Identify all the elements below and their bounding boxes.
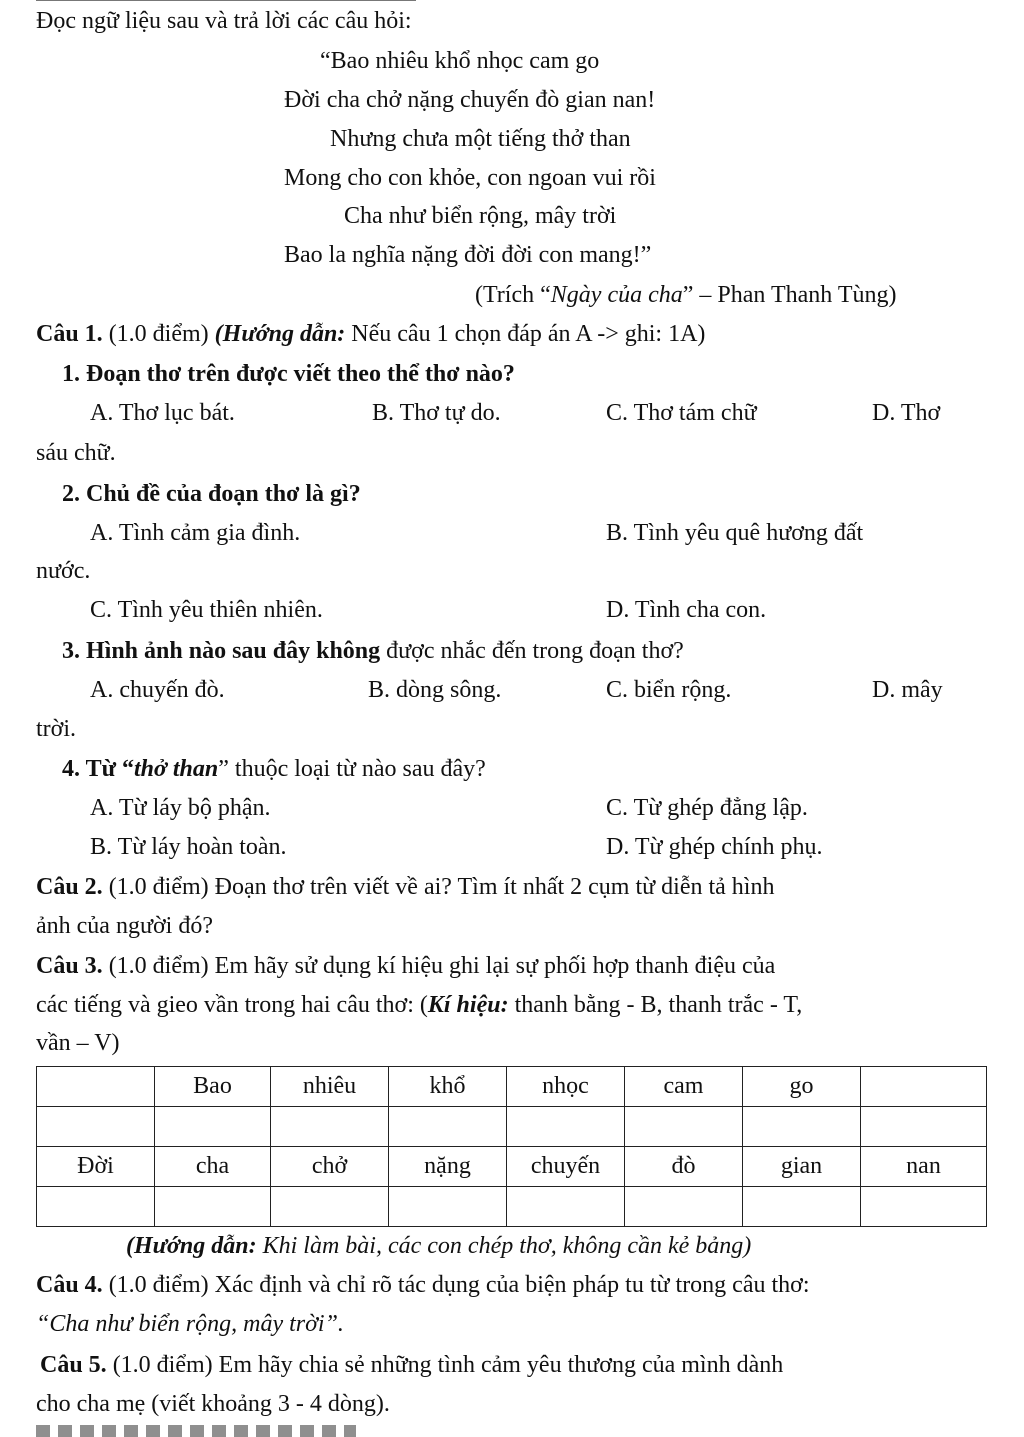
q3-question: 3. Hình ảnh nào sau đây không được nhắc đến trong đoạn thơ? — [62, 638, 684, 664]
poem-line: Cha như biển rộng, mây trời — [344, 203, 617, 229]
table-cell — [271, 1107, 389, 1147]
table-cell — [625, 1187, 743, 1227]
table-cell — [37, 1067, 155, 1107]
table-cell — [861, 1187, 987, 1227]
rhythm-table — [36, 1066, 987, 1227]
poem-line: Đời cha chở nặng chuyến đò gian nan! — [284, 87, 656, 113]
q2-option-a: A. Tình cảm gia đình. — [90, 520, 301, 546]
q1-option-d-wrap: sáu chữ. — [36, 440, 116, 466]
q1-question: 1. Đoạn thơ trên được viết theo thể thơ nào? — [62, 361, 515, 387]
table-cell: nặng — [389, 1147, 507, 1187]
q3-option-d: D. mây — [872, 677, 943, 703]
cau4-quote: “Cha như biển rộng, mây trời”. — [36, 1311, 344, 1337]
table-cell — [271, 1187, 389, 1227]
q2-option-d: D. Tình cha con. — [606, 597, 767, 623]
poem-line: Nhưng chưa một tiếng thở than — [330, 126, 631, 152]
cau2-line2: ảnh của người đó? — [36, 913, 213, 939]
q2-question: 2. Chủ đề của đoạn thơ là gì? — [62, 481, 361, 507]
cau2-heading: Câu 2. (1.0 điểm) Đoạn thơ trên viết về ai? Tìm ít nhất 2 cụm từ diễn tả hình — [36, 874, 775, 900]
table-cell: chở — [271, 1147, 389, 1187]
q3-option-c: C. biển rộng. — [606, 677, 732, 703]
q1-option-a: A. Thơ lục bát. — [90, 400, 235, 426]
poem-source: (Trích “Ngày của cha” – Phan Thanh Tùng) — [475, 282, 897, 308]
table-cell — [37, 1107, 155, 1147]
table-cell — [861, 1067, 987, 1107]
cau3-line3: vần – V) — [36, 1030, 120, 1056]
table-cell: go — [743, 1067, 861, 1107]
table-row — [37, 1107, 987, 1147]
poem-line: Bao la nghĩa nặng đời đời con mang!” — [284, 242, 652, 268]
table-cell: Bao — [155, 1067, 271, 1107]
table-cell — [389, 1187, 507, 1227]
table-cell: Đời — [37, 1147, 155, 1187]
poem-line: “Bao nhiêu khổ nhọc cam go — [320, 48, 600, 74]
cau3-heading: Câu 3. (1.0 điểm) Em hãy sử dụng kí hiệu ghi lại sự phối hợp thanh điệu của — [36, 953, 776, 979]
q1-option-c: C. Thơ tám chữ — [606, 400, 757, 426]
cau3-line2: các tiếng và gieo vần trong hai câu thơ: (Kí hiệu: thanh bằng - B, thanh trắc - T, — [36, 992, 803, 1018]
table-note: (Hướng dẫn: Khi làm bài, các con chép thơ, không cần kẻ bảng) — [126, 1233, 752, 1259]
q4-question: 4. Từ “thở than” thuộc loại từ nào sau đây? — [62, 756, 486, 782]
q3-option-a: A. chuyến đò. — [90, 677, 225, 703]
table-row — [37, 1147, 987, 1187]
table-cell — [155, 1107, 271, 1147]
q4-option-d: D. Từ ghép chính phụ. — [606, 834, 823, 860]
cau1-heading: Câu 1. (1.0 điểm) (Hướng dẫn: Nếu câu 1 chọn đáp án A -> ghi: 1A) — [36, 321, 706, 347]
cut-off-line — [36, 1425, 356, 1437]
table-cell — [861, 1107, 987, 1147]
table-cell — [155, 1187, 271, 1227]
q4-option-a: A. Từ láy bộ phận. — [90, 795, 271, 821]
top-divider — [36, 0, 416, 1]
q4-option-b: B. Từ láy hoàn toàn. — [90, 834, 287, 860]
q3-option-d-wrap: trời. — [36, 716, 77, 742]
table-cell — [743, 1107, 861, 1147]
table-cell — [37, 1187, 155, 1227]
table-cell: cam — [625, 1067, 743, 1107]
table-cell: khổ — [389, 1067, 507, 1107]
table-cell: nhiêu — [271, 1067, 389, 1107]
table-row — [37, 1187, 987, 1227]
table-row — [37, 1067, 987, 1107]
q1-option-b: B. Thơ tự do. — [372, 400, 501, 426]
q1-option-d: D. Thơ — [872, 400, 941, 426]
cau4-heading: Câu 4. (1.0 điểm) Xác định và chỉ rõ tác dụng của biện pháp tu từ trong câu thơ: — [36, 1272, 810, 1298]
poem-line: Mong cho con khỏe, con ngoan vui rồi — [284, 165, 656, 191]
table-cell: nan — [861, 1147, 987, 1187]
q2-option-b-wrap: nước. — [36, 558, 91, 584]
table-cell — [507, 1187, 625, 1227]
table-cell — [625, 1107, 743, 1147]
intro-text: Đọc ngữ liệu sau và trả lời các câu hỏi: — [36, 8, 412, 34]
table-cell: gian — [743, 1147, 861, 1187]
table-cell: chuyến — [507, 1147, 625, 1187]
q2-option-b: B. Tình yêu quê hương đất — [606, 520, 864, 546]
table-cell: nhọc — [507, 1067, 625, 1107]
table-cell: đò — [625, 1147, 743, 1187]
table-cell — [389, 1107, 507, 1147]
cau5-heading: Câu 5. (1.0 điểm) Em hãy chia sẻ những tình cảm yêu thương của mình dành — [40, 1352, 784, 1378]
table-cell — [507, 1107, 625, 1147]
q3-option-b: B. dòng sông. — [368, 677, 502, 703]
q2-option-c: C. Tình yêu thiên nhiên. — [90, 597, 323, 623]
cau5-line2: cho cha mẹ (viết khoảng 3 - 4 dòng). — [36, 1391, 390, 1417]
table-cell — [743, 1187, 861, 1227]
table-cell: cha — [155, 1147, 271, 1187]
q4-option-c: C. Từ ghép đẳng lập. — [606, 795, 808, 821]
